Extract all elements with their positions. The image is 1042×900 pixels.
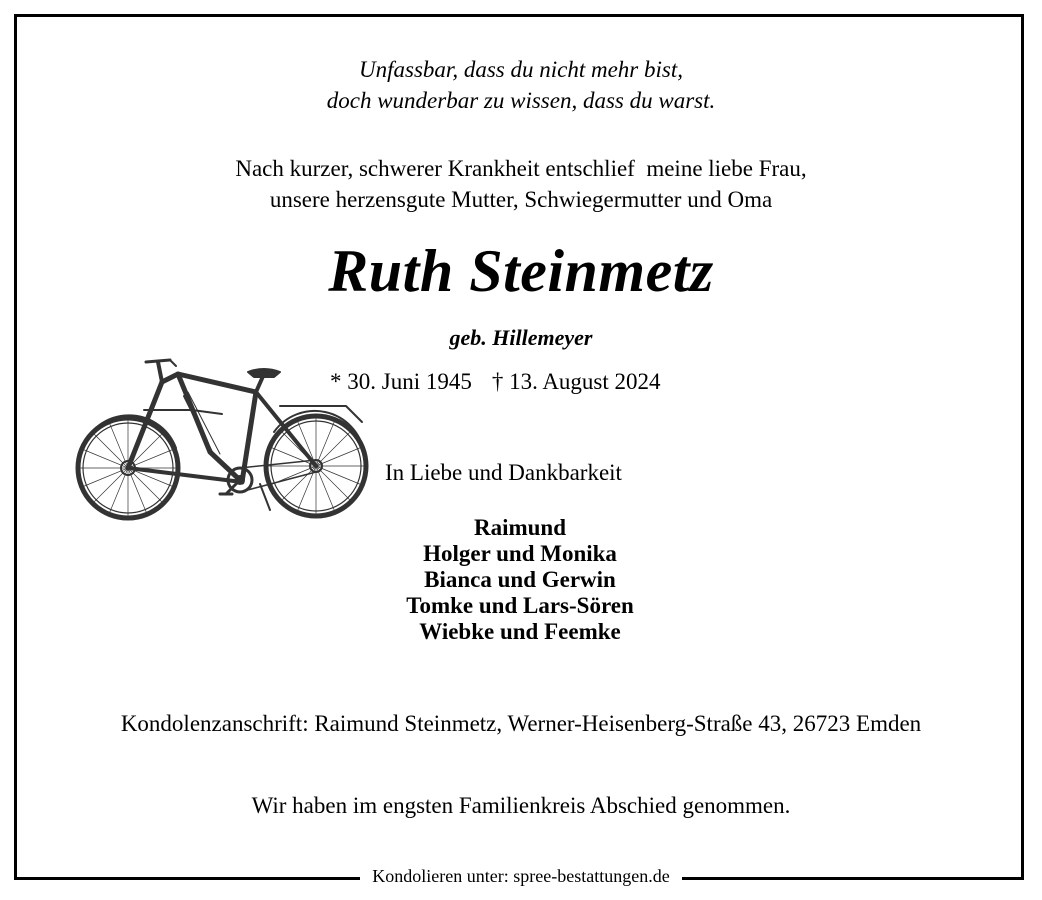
deceased-name: Ruth Steinmetz [328,238,714,304]
family-member: Bianca und Gerwin [424,567,616,592]
dedication-text: In Liebe und Dankbarkeit [385,460,622,485]
memorial-quote [0,54,1042,116]
maiden-name: geb. Hillemeyer [449,325,593,350]
death-date: † 13. August 2024 [491,369,661,394]
bicycle-icon [74,352,374,527]
family-member: Tomke und Lars-Sören [406,593,634,618]
quote-line: Unfassbar, dass du nicht mehr bist, [359,57,683,82]
condolence-address: Kondolenzanschrift: Raimund Steinmetz, Werner-Heisenberg-Straße 43, 26723 Emden [120,711,922,736]
family-member: Raimund [473,515,567,540]
family-names [330,515,710,645]
intro-line: Nach kurzer, schwerer Krankheit entschlief meine liebe Frau, [235,156,807,181]
condolence-link[interactable]: Kondolieren unter: spree-bestattungen.de [360,864,681,888]
death-announcement [0,153,1042,215]
footer [0,864,1042,888]
family-member: Wiebke und Feemke [419,619,621,644]
farewell-note: Wir haben im engsten Familienkreis Abschied genommen. [251,793,791,818]
intro-line: unsere herzensgute Mutter, Schwiegermutter und Oma [269,187,773,212]
family-member: Holger und Monika [423,541,617,566]
life-dates [330,366,661,398]
birth-date: * 30. Juni 1945 [330,369,472,394]
quote-line: doch wunderbar zu wissen, dass du warst. [326,88,716,113]
